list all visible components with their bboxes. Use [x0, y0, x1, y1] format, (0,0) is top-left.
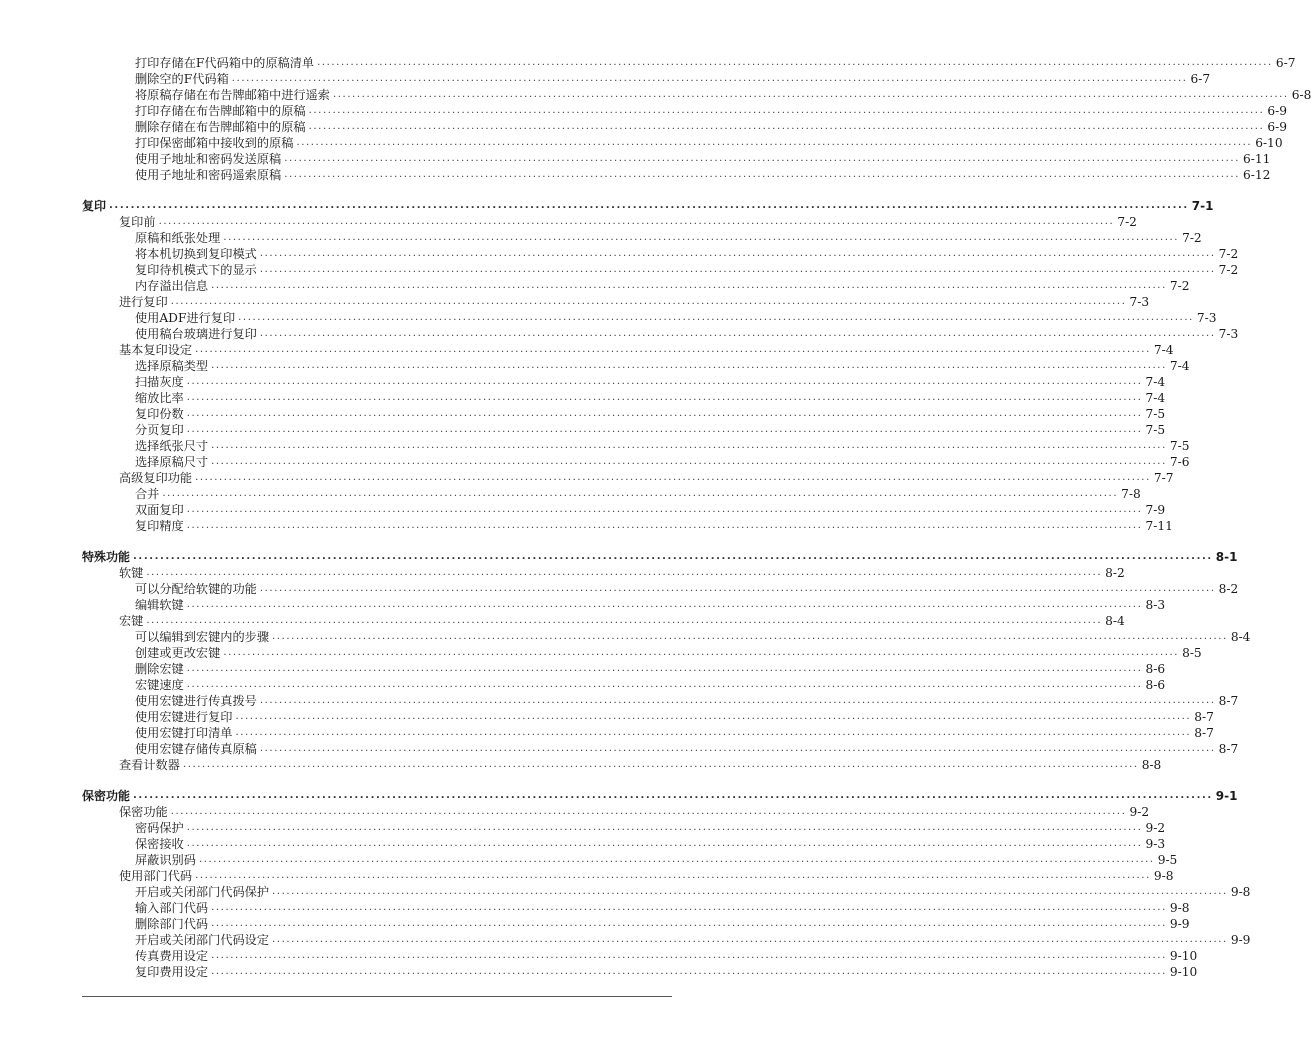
toc-page-number: 7-3 — [1129, 295, 1150, 309]
toc-subsection-entry[interactable] — [82, 964, 1198, 980]
toc-subsection-entry[interactable] — [82, 852, 1178, 868]
toc-entry-title: 使用子地址和密码发送原稿 — [135, 152, 282, 166]
toc-subsection-entry[interactable] — [82, 502, 1166, 518]
toc-page-number: 7-4 — [1169, 359, 1190, 373]
dot-leader: ........................................................................................................................................................................................................ — [211, 950, 1167, 961]
toc-entry-title: 复印前 — [119, 215, 156, 229]
dot-leader: ........................................................................................................................................................................................................ — [211, 440, 1167, 451]
toc-entry-title: 基本复印设定 — [119, 343, 193, 357]
toc-subsection-entry[interactable] — [82, 151, 1271, 167]
toc-page-number: 8-6 — [1145, 678, 1166, 692]
toc-entry-title: 使用部门代码 — [119, 869, 193, 883]
toc-subsection-entry[interactable] — [82, 230, 1202, 246]
toc-page-number: 7-5 — [1145, 423, 1166, 437]
toc-entry-title: 使用宏键存储传真原稿 — [135, 742, 257, 756]
dot-leader: ........................................................................................................................................................................................................ — [259, 583, 1216, 594]
toc-page-number: 7-4 — [1145, 391, 1166, 405]
dot-leader: ........................................................................................................................................................................................................ — [259, 695, 1216, 706]
toc-entry-title: 删除空的F代码箱 — [135, 72, 229, 86]
toc-page-number: 7-7 — [1153, 471, 1174, 485]
toc-page-number: 9-9 — [1169, 917, 1190, 931]
toc-entry-title: 删除存储在布告牌邮箱中的原稿 — [135, 120, 306, 134]
toc-page-number: 9-2 — [1129, 805, 1150, 819]
toc-entry-title: 可以编辑到宏键内的步骤 — [135, 630, 270, 644]
dot-leader: ........................................................................................................................................................................................................ — [231, 73, 1188, 84]
toc-entry-title: 复印份数 — [135, 407, 184, 421]
toc-page-number: 6-7 — [1190, 72, 1211, 86]
footer-rule — [82, 996, 672, 997]
dot-leader: ........................................................................................................................................................................................................ — [296, 137, 1253, 148]
toc-subsection-entry[interactable] — [82, 629, 1251, 645]
toc-subsection-entry[interactable] — [82, 709, 1214, 725]
dot-leader: ........................................................................................................................................................................................................ — [186, 679, 1143, 690]
toc-chapter-entry[interactable] — [82, 788, 1238, 804]
toc-page-number: 6-9 — [1267, 120, 1288, 134]
toc-page-number: 7-9 — [1145, 503, 1166, 517]
dot-leader: ........................................................................................................................................................................................................ — [133, 790, 1213, 801]
toc-page-number: 8-4 — [1105, 614, 1125, 628]
toc-subsection-entry[interactable] — [82, 661, 1166, 677]
toc-subsection-entry[interactable] — [82, 71, 1211, 87]
toc-entry-title: 将原稿存储在布告牌邮箱中进行遥索 — [135, 88, 330, 102]
dot-leader: ........................................................................................................................................................................................................ — [186, 424, 1143, 435]
toc-entry-title: 使用宏键进行复印 — [135, 710, 233, 724]
toc-section-entry[interactable] — [82, 294, 1150, 310]
toc-entry-title: 使用子地址和密码遥索原稿 — [135, 168, 282, 182]
toc-entry-title: 内存溢出信息 — [135, 279, 209, 293]
toc-page-number: 7-1 — [1191, 199, 1214, 213]
toc-entry-title: 开启或关闭部门代码设定 — [135, 933, 270, 947]
toc-entry-title: 打印存储在布告牌邮箱中的原稿 — [135, 104, 306, 118]
dot-leader: ........................................................................................................................................................................................................ — [259, 264, 1216, 275]
toc-page-number: 7-4 — [1153, 343, 1174, 357]
toc-page-number: 8-1 — [1215, 550, 1238, 564]
toc-subsection-entry[interactable] — [82, 677, 1166, 693]
toc-chapter-entry[interactable] — [82, 549, 1238, 565]
toc-entry-title: 缩放比率 — [135, 391, 184, 405]
dot-leader: ........................................................................................................................................................................................................ — [186, 822, 1143, 833]
toc-page-number: 9-10 — [1169, 949, 1198, 963]
dot-leader: ........................................................................................................................................................................................................ — [284, 153, 1240, 164]
toc-entry-title: 特殊功能 — [82, 550, 131, 564]
toc-entry-title: 合并 — [135, 487, 160, 501]
toc-entry-title: 开启或关闭部门代码保护 — [135, 885, 270, 899]
toc-entry-title: 使用ADF进行复印 — [135, 311, 236, 325]
toc-page-number: 7-6 — [1169, 455, 1190, 469]
toc-subsection-entry[interactable] — [82, 374, 1166, 390]
dot-leader: ........................................................................................................................................................................................................ — [272, 886, 1228, 897]
toc-entry-title: 选择原稿尺寸 — [135, 455, 209, 469]
toc-entry-title: 使用宏键打印清单 — [135, 726, 233, 740]
toc-entry-title: 使用宏键进行传真拨号 — [135, 694, 257, 708]
toc-entry-title: 输入部门代码 — [135, 901, 209, 915]
toc-page-number: 9-2 — [1145, 821, 1166, 835]
dot-leader: ........................................................................................................................................................................................................ — [235, 727, 1192, 738]
toc-entry-title: 密码保护 — [135, 821, 184, 835]
toc-page-number: 6-7 — [1275, 56, 1296, 70]
dot-leader: ........................................................................................................................................................................................................ — [333, 89, 1289, 100]
toc-subsection-entry[interactable] — [82, 358, 1190, 374]
toc-entry-title: 打印保密邮箱中接收到的原稿 — [135, 136, 294, 150]
toc-page-number: 6-12 — [1243, 168, 1271, 182]
toc-page-number: 8-8 — [1141, 758, 1162, 772]
toc-subsection-entry[interactable] — [82, 820, 1166, 836]
toc-page-number: 7-2 — [1218, 247, 1239, 261]
dot-leader: ........................................................................................................................................................................................................ — [109, 200, 1189, 211]
toc-page-number: 7-2 — [1182, 231, 1202, 245]
toc-page-number: 7-8 — [1121, 487, 1141, 501]
toc-page-number: 6-11 — [1243, 152, 1271, 166]
toc-subsection-entry[interactable] — [82, 438, 1190, 454]
toc-section-entry[interactable] — [82, 757, 1162, 773]
toc-page-number: 9-8 — [1169, 901, 1190, 915]
toc-entry-title: 复印 — [82, 199, 107, 213]
toc-subsection-entry[interactable] — [82, 884, 1251, 900]
toc-page-number: 8-7 — [1194, 726, 1214, 740]
toc-page-number: 7-5 — [1145, 407, 1166, 421]
dot-leader: ........................................................................................................................................................................................................ — [211, 918, 1167, 929]
toc-entry-title: 创建或更改宏键 — [135, 646, 221, 660]
dot-leader: ........................................................................................................................................................................................................ — [211, 902, 1167, 913]
toc-entry-title: 屏蔽识别码 — [135, 853, 196, 867]
toc-subsection-entry[interactable] — [82, 262, 1239, 278]
toc-entry-title: 复印精度 — [135, 519, 184, 533]
toc-chapter-entry[interactable] — [82, 198, 1214, 214]
dot-leader: ........................................................................................................................................................................................................ — [162, 488, 1119, 499]
dot-leader: ........................................................................................................................................................................................................ — [182, 759, 1139, 770]
table-of-contents — [82, 55, 1311, 980]
dot-leader: ........................................................................................................................................................................................................ — [186, 392, 1143, 403]
toc-page-number: 8-3 — [1145, 598, 1166, 612]
toc-entry-title: 查看计数器 — [119, 758, 180, 772]
toc-subsection-entry[interactable] — [82, 390, 1166, 406]
toc-subsection-entry[interactable] — [82, 103, 1288, 119]
toc-subsection-entry[interactable] — [82, 278, 1190, 294]
toc-page-number: 7-2 — [1169, 279, 1190, 293]
toc-page-number: 8-7 — [1218, 742, 1239, 756]
toc-section-entry[interactable] — [82, 868, 1174, 884]
toc-section-entry[interactable] — [82, 804, 1150, 820]
toc-section-entry[interactable] — [82, 470, 1174, 486]
toc-subsection-entry[interactable] — [82, 486, 1141, 502]
dot-leader: ........................................................................................................................................................................................................ — [272, 631, 1228, 642]
toc-section-entry[interactable] — [82, 565, 1125, 581]
toc-entry-title: 宏键速度 — [135, 678, 184, 692]
toc-page-number: 7-4 — [1145, 375, 1166, 389]
dot-leader: ........................................................................................................................................................................................................ — [211, 456, 1167, 467]
toc-page-number: 9-8 — [1230, 885, 1251, 899]
section-gap — [82, 183, 660, 198]
toc-page-number: 7-5 — [1169, 439, 1190, 453]
toc-page-number: 9-5 — [1157, 853, 1178, 867]
dot-leader: ........................................................................................................................................................................................................ — [186, 663, 1143, 674]
toc-page-number: 8-2 — [1105, 566, 1125, 580]
toc-entry-title: 保密功能 — [82, 789, 131, 803]
dot-leader: ........................................................................................................................................................................................................ — [238, 312, 1194, 323]
toc-page-number: 6-8 — [1291, 88, 1311, 102]
dot-leader: ........................................................................................................................................................................................................ — [198, 854, 1155, 865]
dot-leader: ........................................................................................................................................................................................................ — [186, 599, 1143, 610]
toc-page-number: 9-1 — [1215, 789, 1238, 803]
toc-entry-title: 进行复印 — [119, 295, 168, 309]
toc-subsection-entry[interactable] — [82, 326, 1239, 342]
toc-entry-title: 双面复印 — [135, 503, 184, 517]
toc-subsection-entry[interactable] — [82, 87, 1311, 103]
dot-leader: ........................................................................................................................................................................................................ — [186, 504, 1143, 515]
toc-entry-title: 打印存储在F代码箱中的原稿清单 — [135, 56, 315, 70]
dot-leader: ........................................................................................................................................................................................................ — [146, 615, 1103, 626]
dot-leader: ........................................................................................................................................................................................................ — [186, 408, 1143, 419]
dot-leader: ........................................................................................................................................................................................................ — [223, 647, 1180, 658]
toc-entry-title: 高级复印功能 — [119, 471, 193, 485]
dot-leader: ........................................................................................................................................................................................................ — [195, 344, 1151, 355]
toc-page-number: 7-3 — [1196, 311, 1217, 325]
toc-page-number: 8-4 — [1230, 630, 1251, 644]
dot-leader: ........................................................................................................................................................................................................ — [186, 520, 1143, 531]
toc-entry-title: 宏键 — [119, 614, 144, 628]
toc-page-number: 9-10 — [1169, 965, 1198, 979]
toc-entry-title: 删除部门代码 — [135, 917, 209, 931]
dot-leader: ........................................................................................................................................................................................................ — [186, 838, 1143, 849]
section-gap — [82, 534, 660, 549]
toc-entry-title: 编辑软键 — [135, 598, 184, 612]
toc-subsection-entry[interactable] — [82, 693, 1239, 709]
toc-subsection-entry[interactable] — [82, 518, 1173, 534]
dot-leader: ........................................................................................................................................................................................................ — [186, 376, 1143, 387]
toc-subsection-entry[interactable] — [82, 119, 1288, 135]
toc-subsection-entry[interactable] — [82, 836, 1166, 852]
toc-subsection-entry[interactable] — [82, 454, 1190, 470]
toc-entry-title: 分页复印 — [135, 423, 184, 437]
toc-page-number: 9-3 — [1145, 837, 1166, 851]
toc-page-number: 9-8 — [1153, 869, 1174, 883]
toc-subsection-entry[interactable] — [82, 246, 1239, 262]
toc-subsection-entry[interactable] — [82, 406, 1166, 422]
toc-page-number: 7-2 — [1117, 215, 1137, 229]
dot-leader: ........................................................................................................................................................................................................ — [211, 360, 1167, 371]
dot-leader: ........................................................................................................................................................................................................ — [158, 216, 1115, 227]
toc-subsection-entry[interactable] — [82, 725, 1214, 741]
section-gap — [82, 773, 660, 788]
toc-page-number: 7-11 — [1145, 519, 1173, 533]
dot-leader: ........................................................................................................................................................................................................ — [223, 232, 1180, 243]
toc-subsection-entry[interactable] — [82, 167, 1271, 183]
toc-entry-title: 可以分配给软键的功能 — [135, 582, 257, 596]
toc-section-entry[interactable] — [82, 613, 1125, 629]
toc-subsection-entry[interactable] — [82, 135, 1283, 151]
dot-leader: ........................................................................................................................................................................................................ — [272, 934, 1228, 945]
toc-subsection-entry[interactable] — [82, 932, 1251, 948]
toc-entry-title: 使用稿台玻璃进行复印 — [135, 327, 257, 341]
toc-entry-title: 扫描灰度 — [135, 375, 184, 389]
toc-entry-title: 保密接收 — [135, 837, 184, 851]
dot-leader: ........................................................................................................................................................................................................ — [195, 472, 1151, 483]
toc-page-number: 6-10 — [1255, 136, 1283, 150]
toc-page-number: 8-6 — [1145, 662, 1166, 676]
toc-subsection-entry[interactable] — [82, 310, 1217, 326]
toc-entry-title: 选择原稿类型 — [135, 359, 209, 373]
toc-subsection-entry[interactable] — [82, 581, 1239, 597]
toc-subsection-entry[interactable] — [82, 645, 1202, 661]
toc-entry-title: 复印费用设定 — [135, 965, 209, 979]
dot-leader: ........................................................................................................................................................................................................ — [211, 280, 1167, 291]
toc-entry-title: 软键 — [119, 566, 144, 580]
dot-leader: ........................................................................................................................................................................................................ — [133, 551, 1213, 562]
toc-entry-title: 将本机切换到复印模式 — [135, 247, 257, 261]
toc-entry-title: 原稿和纸张处理 — [135, 231, 221, 245]
toc-page-number: 7-2 — [1218, 263, 1239, 277]
dot-leader: ........................................................................................................................................................................................................ — [195, 870, 1151, 881]
toc-subsection-entry[interactable] — [82, 55, 1296, 71]
toc-page-number: 8-2 — [1218, 582, 1239, 596]
dot-leader: ........................................................................................................................................................................................................ — [259, 248, 1216, 259]
toc-subsection-entry[interactable] — [82, 948, 1198, 964]
dot-leader: ........................................................................................................................................................................................................ — [308, 105, 1265, 116]
toc-entry-title: 传真费用设定 — [135, 949, 209, 963]
dot-leader: ........................................................................................................................................................................................................ — [308, 121, 1265, 132]
toc-subsection-entry[interactable] — [82, 422, 1166, 438]
toc-entry-title: 保密功能 — [119, 805, 168, 819]
toc-subsection-entry[interactable] — [82, 916, 1190, 932]
toc-section-entry[interactable] — [82, 214, 1137, 230]
dot-leader: ........................................................................................................................................................................................................ — [146, 567, 1103, 578]
toc-page-number: 6-9 — [1267, 104, 1288, 118]
dot-leader: ........................................................................................................................................................................................................ — [235, 711, 1192, 722]
toc-page-number: 7-3 — [1218, 327, 1239, 341]
toc-entry-title: 选择纸张尺寸 — [135, 439, 209, 453]
dot-leader: ........................................................................................................................................................................................................ — [284, 169, 1240, 180]
toc-subsection-entry[interactable] — [82, 900, 1190, 916]
dot-leader: ........................................................................................................................................................................................................ — [259, 328, 1216, 339]
toc-page-number: 8-7 — [1194, 710, 1214, 724]
toc-entry-title: 复印待机模式下的显示 — [135, 263, 257, 277]
toc-subsection-entry[interactable] — [82, 741, 1239, 757]
dot-leader: ........................................................................................................................................................................................................ — [170, 806, 1127, 817]
dot-leader: ........................................................................................................................................................................................................ — [170, 296, 1127, 307]
toc-page-number: 8-5 — [1182, 646, 1202, 660]
toc-page-number: 8-7 — [1218, 694, 1239, 708]
dot-leader: ........................................................................................................................................................................................................ — [211, 966, 1167, 977]
toc-section-entry[interactable] — [82, 342, 1174, 358]
dot-leader: ........................................................................................................................................................................................................ — [259, 743, 1216, 754]
toc-subsection-entry[interactable] — [82, 597, 1166, 613]
dot-leader: ........................................................................................................................................................................................................ — [317, 57, 1273, 68]
toc-entry-title: 删除宏键 — [135, 662, 184, 676]
toc-page-number: 9-9 — [1230, 933, 1251, 947]
